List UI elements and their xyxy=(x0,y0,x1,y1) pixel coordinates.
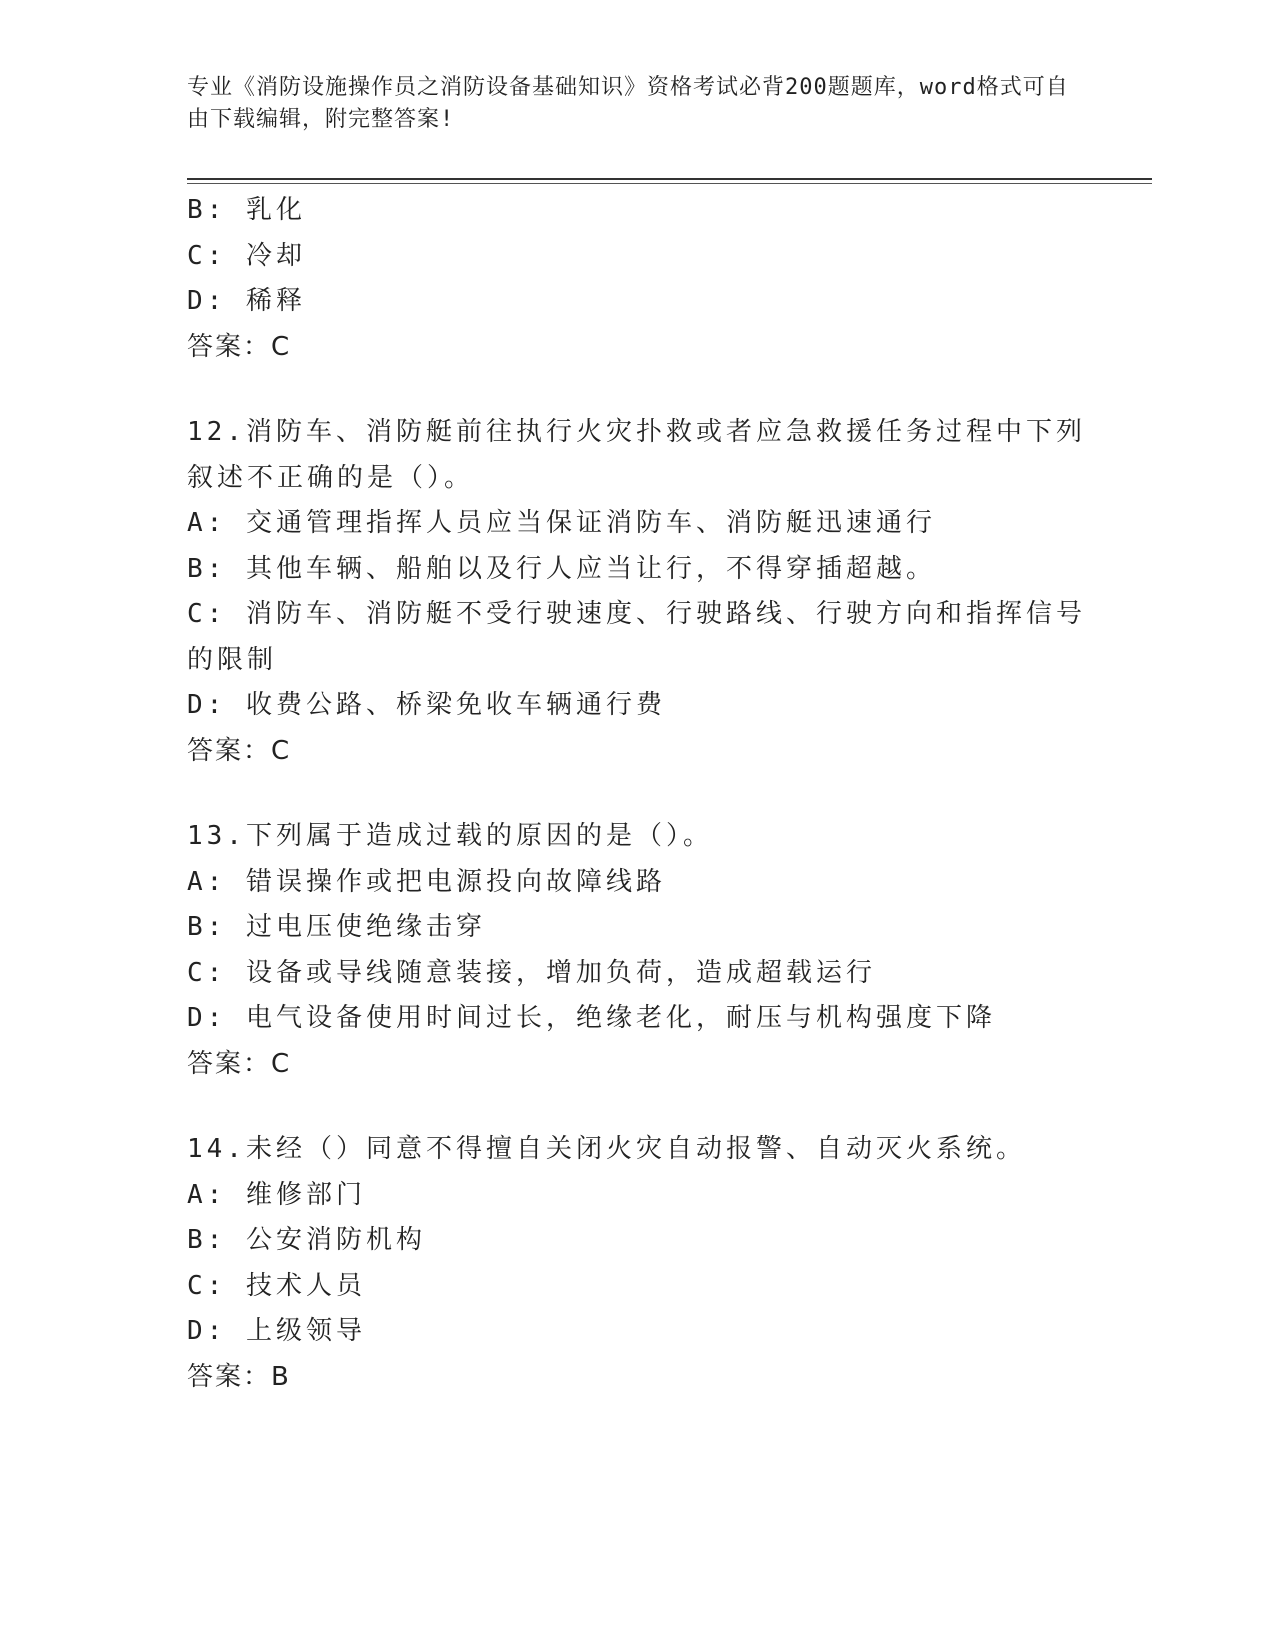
question-13 xyxy=(187,814,1087,1087)
answer-line: 答案：C xyxy=(187,735,292,766)
option-d: D: 上级领导 xyxy=(187,1316,366,1346)
question-12 xyxy=(187,410,1087,774)
option-b: B: 其他车辆、船舶以及行人应当让行，不得穿插超越。 xyxy=(187,553,936,584)
answer-line: 答案：C xyxy=(187,1048,292,1079)
prev-question-tail xyxy=(187,188,1087,370)
option-a: A: 错误操作或把电源投向故障线路 xyxy=(187,866,666,897)
option-b: B: 乳化 xyxy=(187,195,306,225)
question-stem: 13.下列属于造成过载的原因的是（）。 xyxy=(187,821,713,851)
option-c: C: 冷却 xyxy=(187,240,306,271)
option-d: D: 稀释 xyxy=(187,286,306,316)
question-stem: 12.消防车、消防艇前往执行火灾扑救或者应急救援任务过程中下列叙述不正确的是（）。 xyxy=(187,417,1086,493)
option-d: D: 电气设备使用时间过长，绝缘老化，耐压与机构强度下降 xyxy=(187,1003,996,1033)
option-b: B: 公安消防机构 xyxy=(187,1225,426,1255)
option-c: C: 技术人员 xyxy=(187,1270,366,1301)
question-14 xyxy=(187,1127,1087,1400)
option-a: A: 交通管理指挥人员应当保证消防车、消防艇迅速通行 xyxy=(187,508,936,538)
question-list xyxy=(187,188,1087,1400)
header-rule-thin xyxy=(187,183,1152,184)
option-d: D: 收费公路、桥梁免收车辆通行费 xyxy=(187,690,666,720)
question-stem: 14.未经（）同意不得擅自关闭火灾自动报警、自动灭火系统。 xyxy=(187,1134,1026,1164)
answer-line: 答案：C xyxy=(187,331,292,362)
page-header: 专业《消防设施操作员之消防设备基础知识》资格考试必背200题题库，word格式可自由下载编辑，附完整答案! xyxy=(187,75,1069,132)
option-b: B: 过电压使绝缘击穿 xyxy=(187,912,486,942)
header-rule-thick xyxy=(187,178,1152,180)
option-c: C: 消防车、消防艇不受行驶速度、行驶路线、行驶方向和指挥信号的限制 xyxy=(187,599,1086,675)
answer-line: 答案：B xyxy=(187,1361,291,1392)
option-a: A: 维修部门 xyxy=(187,1179,366,1210)
option-c: C: 设备或导线随意装接，增加负荷，造成超载运行 xyxy=(187,957,876,988)
